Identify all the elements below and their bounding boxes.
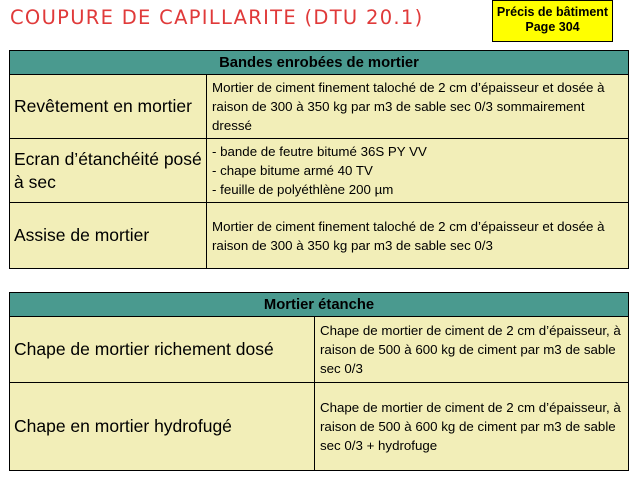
- row-description: Chape de mortier de ciment de 2 cm d’épaisseur, à raison de 500 à 600 kg de ciment par m3 de sable sec 0/3 + hydrofuge: [315, 383, 629, 471]
- row-description: Mortier de ciment finement taloché de 2 cm d’épaisseur et dosée à raison de 300 à 350 kg par m3 de sable sec 0/3: [207, 203, 629, 269]
- page-title: COUPURE DE CAPILLARITE (DTU 20.1): [10, 6, 424, 29]
- list-item: - feuille de polyéthlène 200 µm: [212, 182, 394, 197]
- table-mortier-etanche: [9, 292, 629, 471]
- reference-page: Page 304: [525, 20, 580, 34]
- row-label: Chape en mortier hydrofugé: [10, 383, 315, 471]
- list-item: - chape bitume armé 40 TV: [212, 163, 373, 178]
- table-bandes-enrobees: [9, 50, 629, 269]
- row-label: Ecran d’étanchéité posé à sec: [10, 139, 207, 203]
- row-description: Chape de mortier de ciment de 2 cm d’épaisseur, à raison de 500 à 600 kg de ciment par m3 de sable sec 0/3: [315, 317, 629, 383]
- table-header: Mortier étanche: [10, 293, 629, 317]
- table-header: Bandes enrobées de mortier: [10, 51, 629, 75]
- list-item: - bande de feutre bitumé 36S PY VV: [212, 144, 427, 159]
- row-description: [207, 139, 629, 203]
- reference-box: [492, 0, 613, 42]
- row-description: Mortier de ciment finement taloché de 2 cm d’épaisseur et dosée à raison de 300 à 350 kg par m3 de sable sec 0/3 sommairement dressé: [207, 75, 629, 139]
- row-label: Assise de mortier: [10, 203, 207, 269]
- row-label: Chape de mortier richement dosé: [10, 317, 315, 383]
- reference-book: Précis de bâtiment: [496, 5, 609, 19]
- row-label: Revêtement en mortier: [10, 75, 207, 139]
